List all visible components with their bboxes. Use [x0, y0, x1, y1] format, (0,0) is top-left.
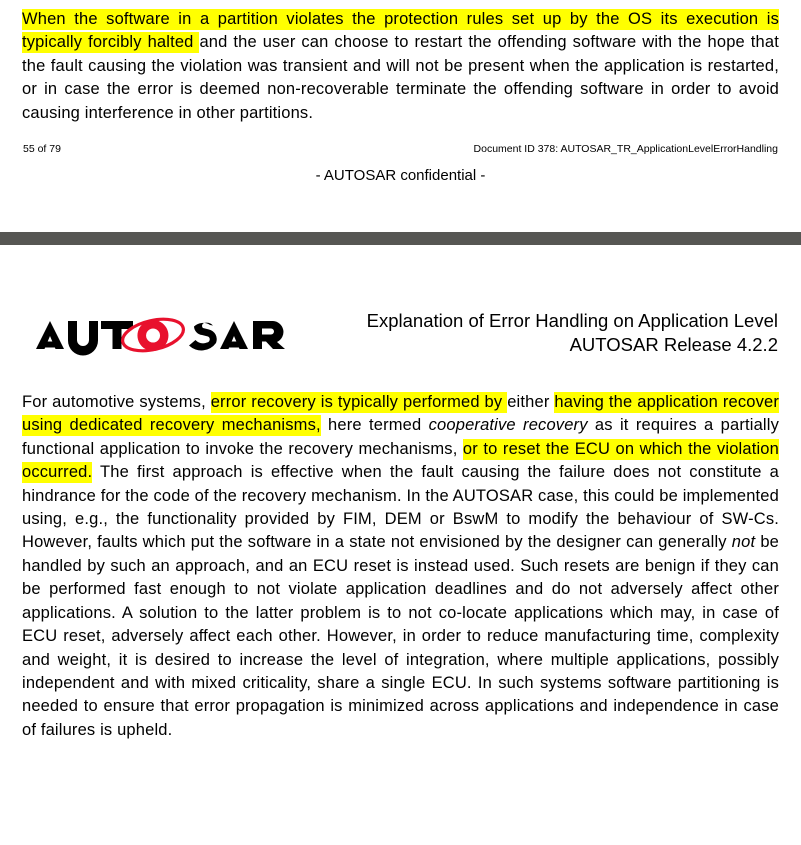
- page-55-footer: [22, 143, 779, 155]
- document-header: [22, 301, 779, 357]
- page-bottom-whitespace: [0, 184, 801, 232]
- document-id-label: Document ID 378: AUTOSAR_TR_ApplicationLevelErrorHandling: [473, 143, 778, 156]
- highlighted-text: or to reset the ECU on which the violation occurred.: [22, 439, 779, 482]
- italic-text: cooperative recovery: [428, 416, 588, 435]
- page-56-paragraph: For automotive systems, error recovery is typically performed by either having the application recover using dedicated recovery mechanisms, here termed cooperative recovery as it requires a partially functional application to invoke the recovery mechanisms, or to reset the ECU on which the violation occurred. The first approach is effective when the fault causing the failure does not constitute a hindrance for the code of the recovery mechanism. In the AUTOSAR case, this could be implemented using, e.g., the functionality provided by FIM, DEM or BswM to modify the behaviour of SW-Cs. However, faults which put the software in a state not envisioned by the designer can generally not be handled by such an approach, and an ECU reset is instead used. Such resets are benign if they can be performed fast enough to not violate application deadlines and do not adversely affect other applications. A solution to the latter problem is to not co-locate applications which may, in case of ECU reset, adversely affect each other. However, in order to reduce manufacturing time, complexity and weight, it is desired to increase the level of integration, where multiple applications, possibly independent and with mixed criticality, share a single ECU. In such systems software partitioning is needed to ensure that error propagation is minimized across applications and independence in case of failures is upheld.: [22, 393, 780, 739]
- document-title-line-1: Explanation of Error Handling on Application Level: [366, 310, 778, 332]
- page-top-whitespace: [0, 245, 801, 301]
- italic-text: not: [731, 533, 756, 552]
- document-page-55: [0, 0, 801, 184]
- document-page-56: [0, 301, 801, 742]
- highlighted-text: error recovery is typically performed by: [210, 393, 508, 412]
- highlighted-text: having the application recover using dedicated recovery mechanisms,: [22, 393, 780, 435]
- page-55-paragraph: When the software in a partition violates the protection rules set up by the OS its execution is typically forcibly halted and the user can choose to restart the offending software with the hope that the fault causing the violation was transient and will not be present when the application is restarted, or in case the error is deemed non-recoverable terminate the offending software in order to avoid causing interference in other partitions.: [22, 10, 779, 122]
- highlighted-text: When the software in a partition violates the protection rules set up by the OS its execution is typically forcibly halted: [22, 10, 779, 52]
- autosar-logo-graphic: [34, 313, 302, 357]
- page-separator-bar: [0, 232, 801, 245]
- autosar-logo: [34, 313, 302, 357]
- document-title: [326, 307, 779, 357]
- document-title-line-2: AUTOSAR Release 4.2.2: [569, 334, 778, 356]
- page-number-label: 55 of 79: [23, 143, 61, 156]
- confidential-notice: - AUTOSAR confidential -: [315, 167, 486, 185]
